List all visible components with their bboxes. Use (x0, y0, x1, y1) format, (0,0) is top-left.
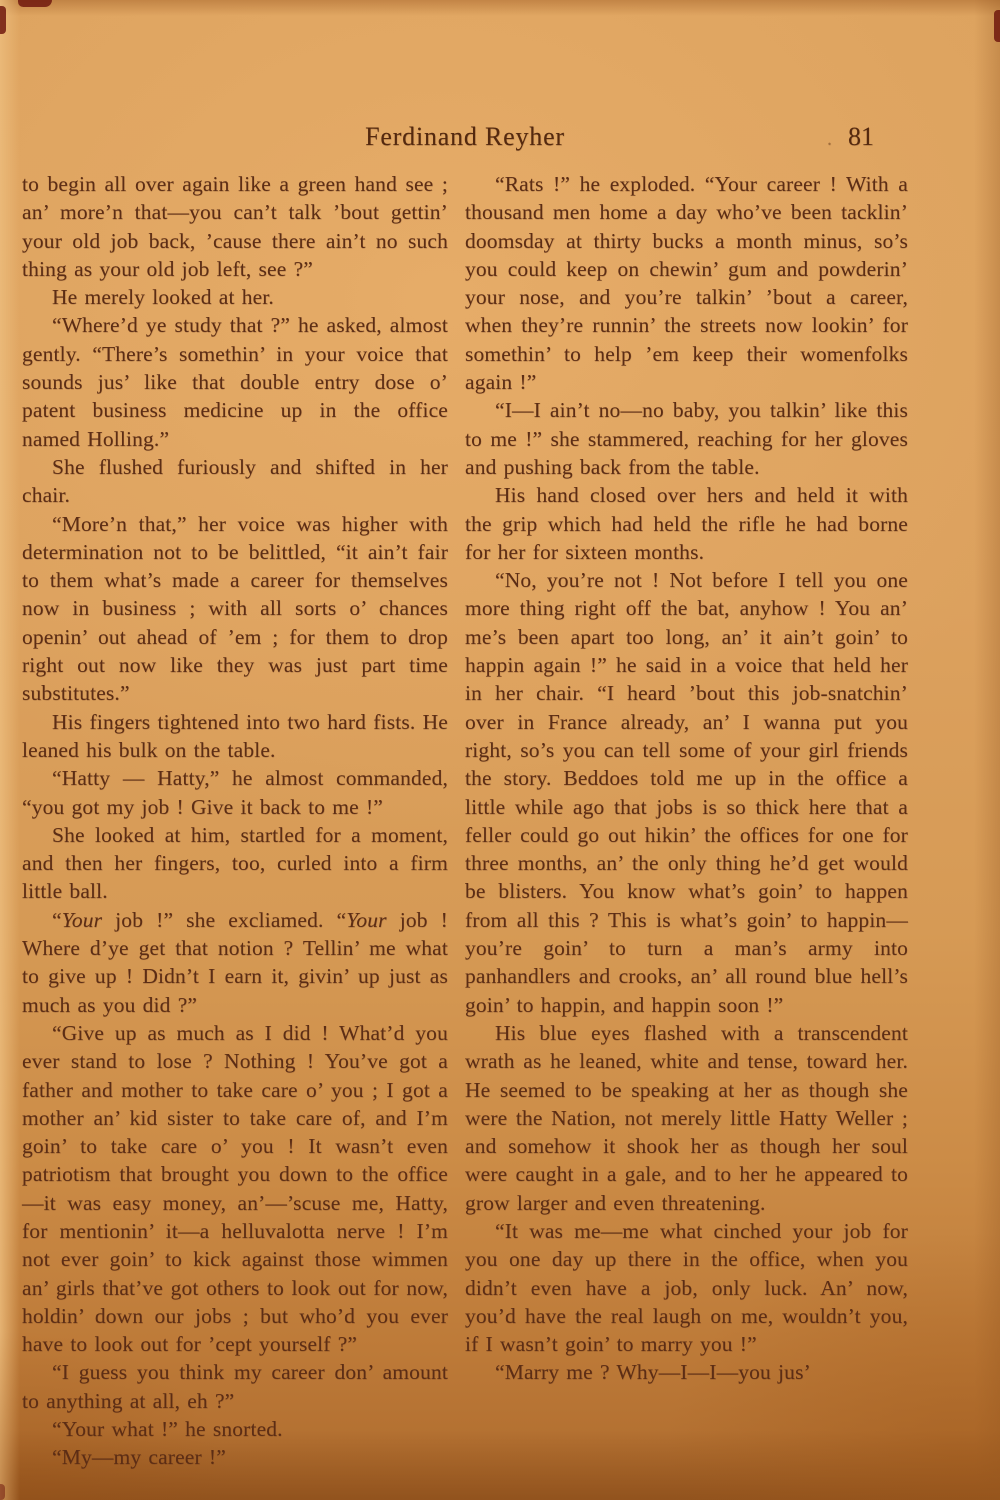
paragraph: to begin all over again like a green hand see ; an’ more’n that—you can’t talk ’bout gettin’ your old job back, ’cause there ain’t no such thing as your old job left, see ?” (22, 172, 448, 281)
paragraph: “No, you’re not ! Not before I tell you one more thing right off the bat, anyhow ! You an’ me’s been apart too long, an’ it ain’t goin’ to happin again !” he said in a voice that held her in her chair. “I heard ’bout this job-snatchin’ over in France already, an’ I wanna put you right, so’s you can tell some of your girl friends the story. Beddoes told me up in the office a little while ago that jobs is so thick here that a feller could go out hikin’ the offices for one for three months, an’ the only thing he’d get would be blisters. You know what’s goin’ to happen from all this ? This is what’s goin’ to happin—you’re goin’ to turn a man’s army into panhandlers and crooks, an’ all round blue hell’s goin’ to happin, and happin soon !” (465, 568, 908, 1017)
running-header (22, 122, 908, 156)
paragraph: “Marry me ? Why—I—I—you jus’ (495, 1360, 811, 1385)
text-column-left (22, 170, 448, 1472)
scan-artifact (0, 1484, 5, 1500)
paragraph: She looked at him, startled for a moment, and then her fingers, too, curled into a firm little ball. (22, 822, 448, 904)
paragraph: “Rats !” he exploded. “Your career ! With a thousand men home a day who’ve been tacklin’ doomsday at thirty bucks a month minus, so’s you could keep on chewin’ gum and powderin’ your nose, and you’re talkin’ ’bout a career, when they’re runnin’ the streets now lookin’ for somethin’ to help ’em keep their womenfolks again !” (465, 172, 908, 395)
text-columns (22, 170, 908, 1472)
paragraph: “Where’d ye study that ?” he asked, almost gently. “There’s somethin’ in your voice that sounds jus’ like that double entry dose o’ patent business medicine up in the office named Holling.” (22, 313, 448, 451)
paragraph: “It was me—me what cinched your job for you one day up there in the office, when you didn’t even have a job, only luck. An’ now, you’d have the real laugh on me, wouldn’t you, if I wasn’t goin’ to marry you !” (465, 1218, 908, 1357)
paragraph: She flushed furiously and shifted in her chair. (22, 454, 448, 508)
paragraph: He merely looked at her. (52, 285, 274, 310)
scan-artifact (994, 10, 1000, 42)
running-header-author: Ferdinand Reyher (365, 122, 565, 151)
paragraph: His hand closed over hers and held it with the grip which had held the rifle he had borne for her for sixteen months. (465, 483, 908, 564)
paragraph: “Give up as much as I did ! What’d you ever stand to lose ? Nothing ! You’ve got a father and mother to take care o’ you ; I got a mother an’ kid sister to take care of, and I’m goin’ to take care o’ you ! It wasn’t even patriotism that brought you down to the office—it was easy money, an’—’scuse me, Hatty, for mentionin’ it—a helluvalotta nerve ! I’m not ever goin’ to kick against those wimmen an’ girls that’ve got others to look out for now, holdin’ down our jobs ; but who’d you ever have to look out for ’cept yourself ?” (22, 1020, 448, 1357)
faint-dot: . (827, 128, 832, 150)
paragraph: His fingers tightened into two hard fists. He leaned his bulk on the table. (22, 709, 448, 762)
paragraph: “Your what !” he snorted. (52, 1417, 283, 1442)
scan-artifact (18, 0, 52, 7)
paragraph: “I—I ain’t no—no baby, you talkin’ like this to me !” she stammered, reaching for her gloves and pushing back from the table. (465, 398, 908, 479)
paragraph: “I guess you think my career don’ amount to anything at all, eh ?” (22, 1360, 448, 1413)
paragraph: “Hatty — Hatty,” he almost commanded, “you got my job ! Give it back to me !” (22, 766, 448, 819)
paragraph: “Your job !” she excliamed. “Your job ! Where d’ye get that notion ? Tellin’ me what to give up ! Didn’t I earn it, givin’ up just as much as you did ?” (22, 907, 448, 1017)
page-number-group (827, 122, 874, 152)
text-column-right (465, 170, 908, 1472)
paragraph: “More’n that,” her voice was higher with determination not to be belittled, “it ain’t fair to them what’s made a career for themselves now in business ; with all sorts o’ chances openin’ out ahead of ’em ; for them to drop right out now like they was just part time substitutes.” (22, 511, 448, 706)
page-number: 81 (848, 122, 874, 151)
paragraph: “My—my career !” (52, 1445, 226, 1470)
paragraph: His blue eyes flashed with a transcendent wrath as he leaned, white and tense, toward her. He seemed to be speaking at her as though she were the Nation, not merely little Hatty Weller ; and somehow it shook her as though her soul were caught in a gale, and to her he appeared to grow larger and even threatening. (465, 1020, 908, 1215)
scan-artifact (0, 6, 6, 34)
